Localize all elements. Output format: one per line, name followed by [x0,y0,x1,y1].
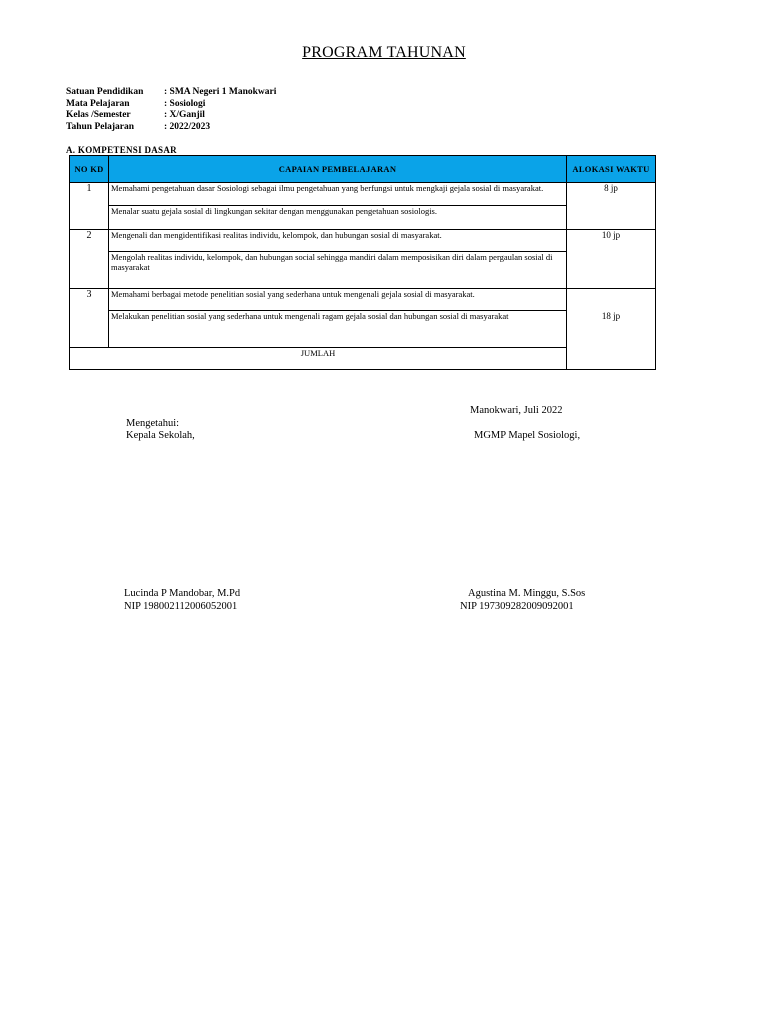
table-header-row [70,156,656,183]
kd-number: 2 [70,230,109,289]
info-row-tahun [66,122,276,134]
header-no-kd: NO KD [70,156,109,183]
signer-right-name: Agustina M. Minggu, S.Sos [468,588,586,599]
info-value: : Sosiologi [164,98,206,109]
identity-block [66,87,276,133]
section-heading: A. KOMPETENSI DASAR [66,145,177,155]
capaian-cell: Mengenali dan mengidentifikasi realitas individu, kelompok, dan hubungan sosial di masyarakat. [109,230,567,252]
info-value: : SMA Negeri 1 Manokwari [164,87,277,97]
info-row-kelas [66,110,276,122]
signer-left-name: Lucinda P Mandobar, M.Pd [124,588,241,599]
info-label: Kelas /Semester [66,110,131,120]
place-date: Manokwari, Juli 2022 [470,405,563,416]
capaian-cell: Melakukan penelitian sosial yang sederhana untuk mengenali ragam gejala sosial dan hubungan sosial di masyarakat [109,311,567,348]
header-capaian: CAPAIAN PEMBELAJARAN [109,156,567,183]
kd-number: 1 [70,183,109,230]
capaian-cell: Memahami berbagai metode penelitian sosial yang sederhana untuk mengenali gejala sosial di masyarakat. [109,289,567,311]
alokasi-cell: 10 jp [567,230,656,289]
info-row-mapel [66,99,276,111]
header-alokasi: ALOKASI WAKTU [567,156,656,183]
kd-number: 3 [70,289,109,348]
alokasi-cell: 18 jp [567,289,656,370]
table-row [70,230,656,252]
capaian-cell: Menalar suatu gejala sosial di lingkungan sekitar dengan menggunakan pengetahuan sosiologis. [109,206,567,230]
kompetensi-table [69,155,656,370]
mengetahui-label: Mengetahui: [126,418,180,429]
info-label: Mata Pelajaran [66,98,130,109]
table-row [70,289,656,311]
jumlah-label: JUMLAH [70,348,567,370]
info-label: Satuan Pendidikan [66,87,144,97]
capaian-cell: Mengolah realitas individu, kelompok, dan hubungan social sehingga mandiri dalam memposisikan diri dalam pergaulan sosial di masyarakat [109,252,567,289]
kepala-sekolah-label: Kepala Sekolah, [126,430,195,441]
info-value: : X/Ganjil [164,110,205,120]
info-label: Tahun Pelajaran [66,121,135,132]
info-row-satuan [66,87,276,99]
capaian-cell: Memahami pengetahuan dasar Sosiologi sebagai ilmu pengetahuan yang berfungsi untuk mengkaji gejala sosial di masyarakat. [109,183,567,206]
table-row [70,183,656,206]
mgmp-label: MGMP Mapel Sosiologi, [474,430,581,441]
signer-left-nip: NIP 198002112006052001 [124,601,238,612]
page-title: PROGRAM TAHUNAN [302,44,466,61]
signer-right-nip: NIP 197309282009092001 [460,601,574,612]
info-value: : 2022/2023 [164,121,211,132]
alokasi-cell: 8 jp [567,183,656,230]
